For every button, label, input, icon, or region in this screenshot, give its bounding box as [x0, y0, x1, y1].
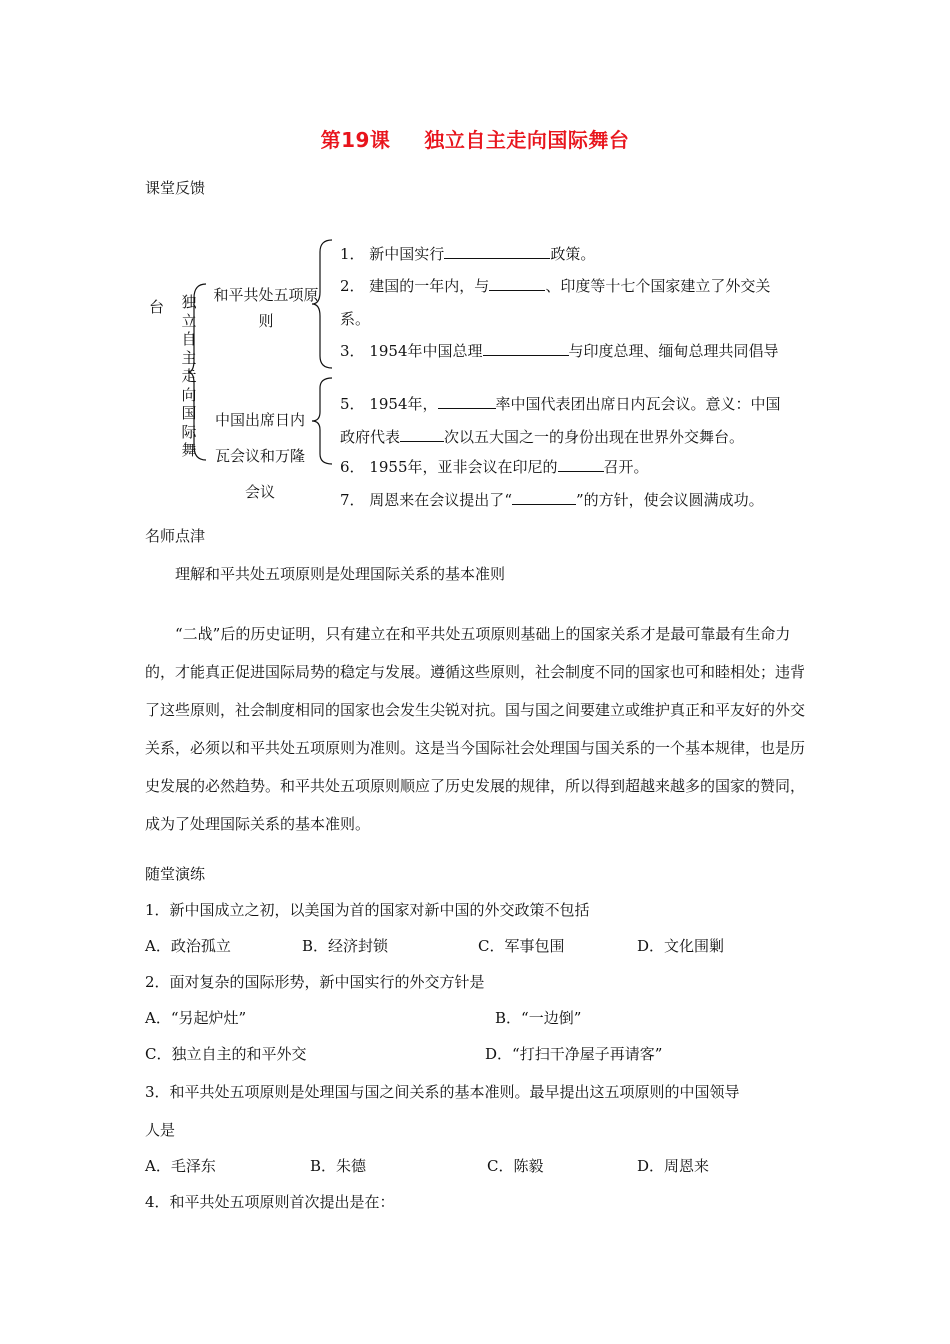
item-3: 3． 1954年中国总理 与印度总理、缅甸总理共同倡导 [340, 342, 779, 360]
branch-conferences: 中国出席日内瓦会议和万隆会议 [214, 411, 305, 501]
q1-option-d: D．文化围剿 [637, 937, 725, 955]
q2-option-c: C．独立自主的和平外交 [145, 1045, 307, 1063]
item-1: 1． 新中国实行 政策。 [340, 245, 596, 263]
brace-branch1 [312, 238, 334, 370]
q2-option-d: D．“打扫干净屋子再请客” [485, 1045, 663, 1063]
item-5-cont: 政府代表 次以五大国之一的身份出现在世界外交舞台。 [340, 428, 745, 446]
item-6: 6． 1955年，亚非会议在印尼的 召开。 [340, 458, 649, 476]
lesson-topic: 独立自主走向国际舞台 [424, 128, 630, 152]
item-7: 7． 周恩来在会议提出了“ ”的方针，使会议圆满成功。 [340, 491, 764, 509]
blank-premier [483, 341, 569, 356]
q3-option-c: C．陈毅 [487, 1157, 544, 1175]
tips-paragraph: “二战”后的历史证明，只有建立在和平共处五项原则基础上的国家关系才是最可靠最有生命力的，才能真正促进国际局势的稳定与发展。遵循这些原则，社会制度不同的国家也可和睦相处；违背了这些原则，社会制度相同的国家也会发生尖锐对抗。国与国之间要建立或维护真正和平友好的外交关系，必须以和平共处五项原则为准则。这是当今国际社会处理国与国关系的一个基本规律，也是历史发展的必然趋势。和平共处五项原则顺应了历史发展的规律，所以得到超越来越多的国家的赞同，成为了处理国际关系的基本准则。 [145, 625, 806, 833]
tips-subtitle: 理解和平共处五项原则是处理国际关系的基本准则 [175, 565, 506, 583]
q2-option-b: B．“一边倒” [495, 1009, 582, 1027]
question-2-stem: 2．面对复杂的国际形势，新中国实行的外交方针是 [145, 973, 485, 991]
blank-policy [444, 244, 550, 259]
question-4-stem: 4．和平共处五项原则首次提出是在： [145, 1193, 395, 1211]
q2-option-a: A．“另起炉灶” [145, 1009, 247, 1027]
branch-peaceful-principles: 和平共处五项原则 [213, 286, 319, 330]
section-practice-heading: 随堂演练 [145, 865, 206, 883]
root-vertical-label: 独立自主走向国际舞 [181, 293, 197, 459]
outer-brace [188, 282, 208, 462]
item-2: 2． 建国的一年内，与 、印度等十七个国家建立了外交关 [340, 277, 771, 295]
blank-policy-7 [512, 490, 576, 505]
section-feedback-heading: 课堂反馈 [145, 179, 206, 197]
blank-leader [438, 394, 496, 409]
blank-first [400, 427, 444, 442]
section-tips-heading: 名师点津 [145, 527, 206, 545]
q3-option-b: B．朱德 [310, 1157, 367, 1175]
item-5: 5． 1954年， 率中国代表团出席日内瓦会议。意义：中国 [340, 395, 781, 413]
question-3-stem: 3．和平共处五项原则是处理国与国之间关系的基本准则。最早提出这五项原则的中国领导 [145, 1083, 740, 1101]
blank-city [558, 457, 604, 472]
lesson-number: 第19课 [320, 128, 391, 152]
q1-option-b: B．经济封锁 [302, 937, 389, 955]
q1-option-a: A．政治孤立 [145, 937, 231, 955]
root-prefix: 台 [149, 298, 165, 316]
question-3-stem-cont: 人是 [145, 1121, 176, 1139]
question-1-stem: 1．新中国成立之初，以美国为首的国家对新中国的外交政策不包括 [145, 901, 590, 919]
page-title [0, 124, 950, 153]
blank-country [489, 276, 545, 291]
item-2-cont: 系。 [340, 310, 371, 328]
q3-option-a: A．毛泽东 [145, 1157, 216, 1175]
q3-option-d: D．周恩来 [637, 1157, 710, 1175]
q1-option-c: C．军事包围 [478, 937, 565, 955]
brace-branch2 [312, 376, 334, 466]
